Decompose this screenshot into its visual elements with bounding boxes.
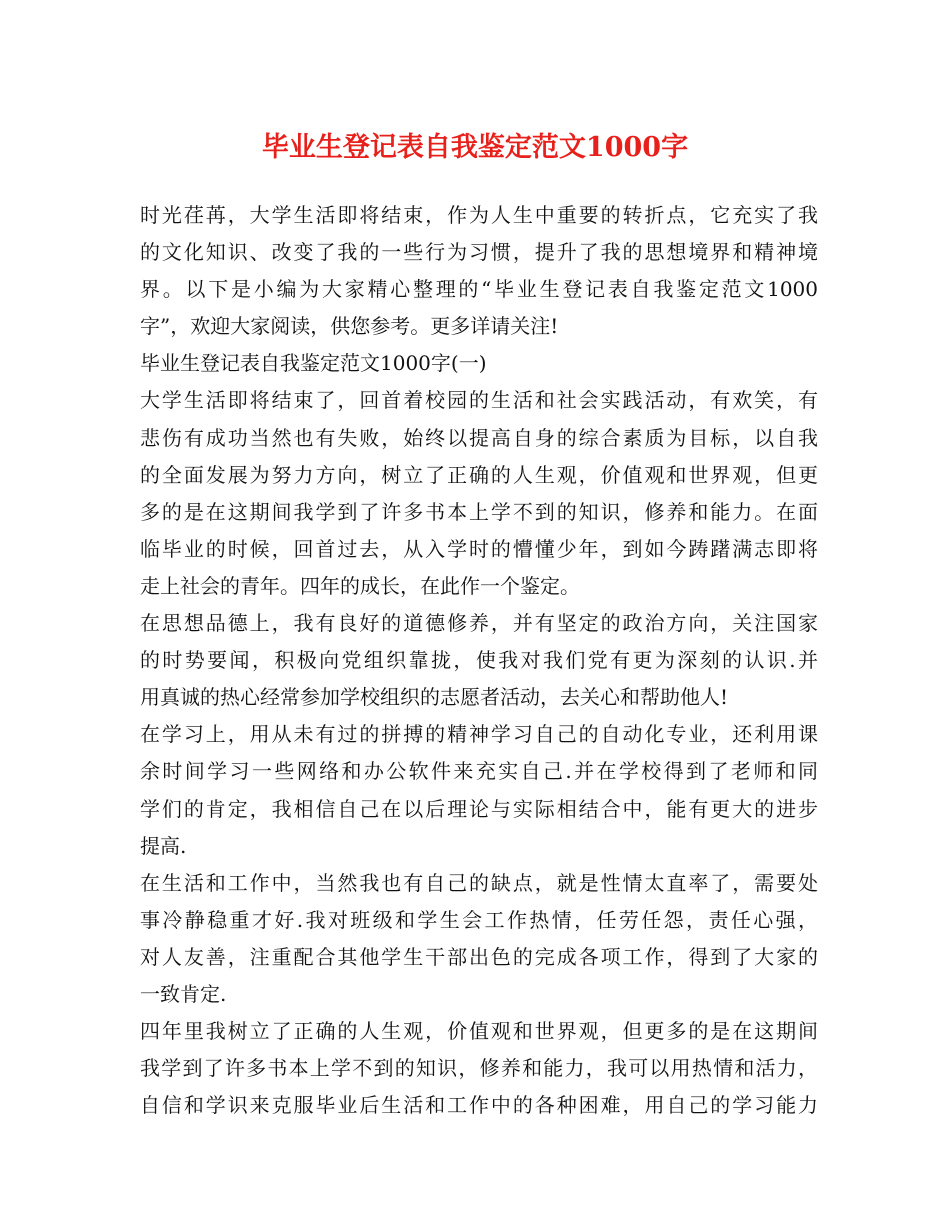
text-line: 悲伤有成功当然也有失败，始终以提高自身的综合素质为目标，以自我	[140, 425, 818, 450]
text-line: 走上社会的青年。四年的成长，在此作一个鉴定。	[140, 573, 580, 598]
document-body	[140, 197, 818, 1124]
document-title: 毕业生登记表自我鉴定范文1000字	[261, 132, 689, 163]
text-line: 余时间学习一些网络和办公软件来充实自己.并在学校得到了老师和同	[140, 759, 818, 784]
text-line: 时光荏苒，大学生活即将结束，作为人生中重要的转折点，它充实了我	[140, 203, 818, 227]
text-line: 我学到了许多书本上学不到的知识，修养和能力，我可以用热情和活力，	[140, 1056, 818, 1081]
text-line: 四年里我树立了正确的人生观，价值观和世界观，但更多的是在这期间	[140, 1019, 818, 1044]
text-line: 字”，欢迎大家阅读，供您参考。更多详请关注!	[140, 314, 559, 339]
text-line: 自信和学识来克服毕业后生活和工作中的各种困难，用自己的学习能力	[140, 1093, 818, 1118]
text-line: 临毕业的时候，回首过去，从入学时的懵懂少年，到如今踌躇满志即将	[140, 536, 818, 561]
text-line: 对人友善，注重配合其他学生干部出色的完成各项工作，得到了大家的	[140, 944, 818, 969]
text-line: 用真诚的热心经常参加学校组织的志愿者活动，去关心和帮助他人!	[140, 685, 729, 710]
text-line: 事冷静稳重才好.我对班级和学生会工作热情，任劳任怨，责任心强，	[140, 907, 818, 932]
text-line: 一致肯定.	[140, 981, 227, 1006]
text-line: 毕业生登记表自我鉴定范文1000字(一)	[140, 351, 487, 376]
text-line: 学们的肯定，我相信自己在以后理论与实际相结合中，能有更大的进步	[140, 796, 818, 821]
text-line: 的全面发展为努力方向，树立了正确的人生观，价值观和世界观，但更	[140, 462, 818, 487]
text-line: 的文化知识、改变了我的一些行为习惯，提升了我的思想境界和精神境	[140, 240, 818, 265]
text-line: 在思想品德上，我有良好的道德修养，并有坚定的政治方向，关注国家	[140, 611, 818, 636]
text-line: 的时势要闻，积极向党组织靠拢，使我对我们党有更为深刻的认识.并	[140, 648, 818, 673]
text-line: 提高.	[140, 833, 187, 858]
text-line: 在学习上，用从未有过的拼搏的精神学习自己的自动化专业，还利用课	[140, 722, 818, 747]
text-line: 在生活和工作中，当然我也有自己的缺点，就是性情太直率了，需要处	[140, 870, 818, 895]
text-line: 界。以下是小编为大家精心整理的“毕业生登记表自我鉴定范文1000	[140, 277, 818, 302]
text-line: 大学生活即将结束了，回首着校园的生活和社会实践活动，有欢笑，有	[140, 388, 818, 413]
text-line: 多的是在这期间我学到了许多书本上学不到的知识，修养和能力。在面	[140, 499, 818, 524]
